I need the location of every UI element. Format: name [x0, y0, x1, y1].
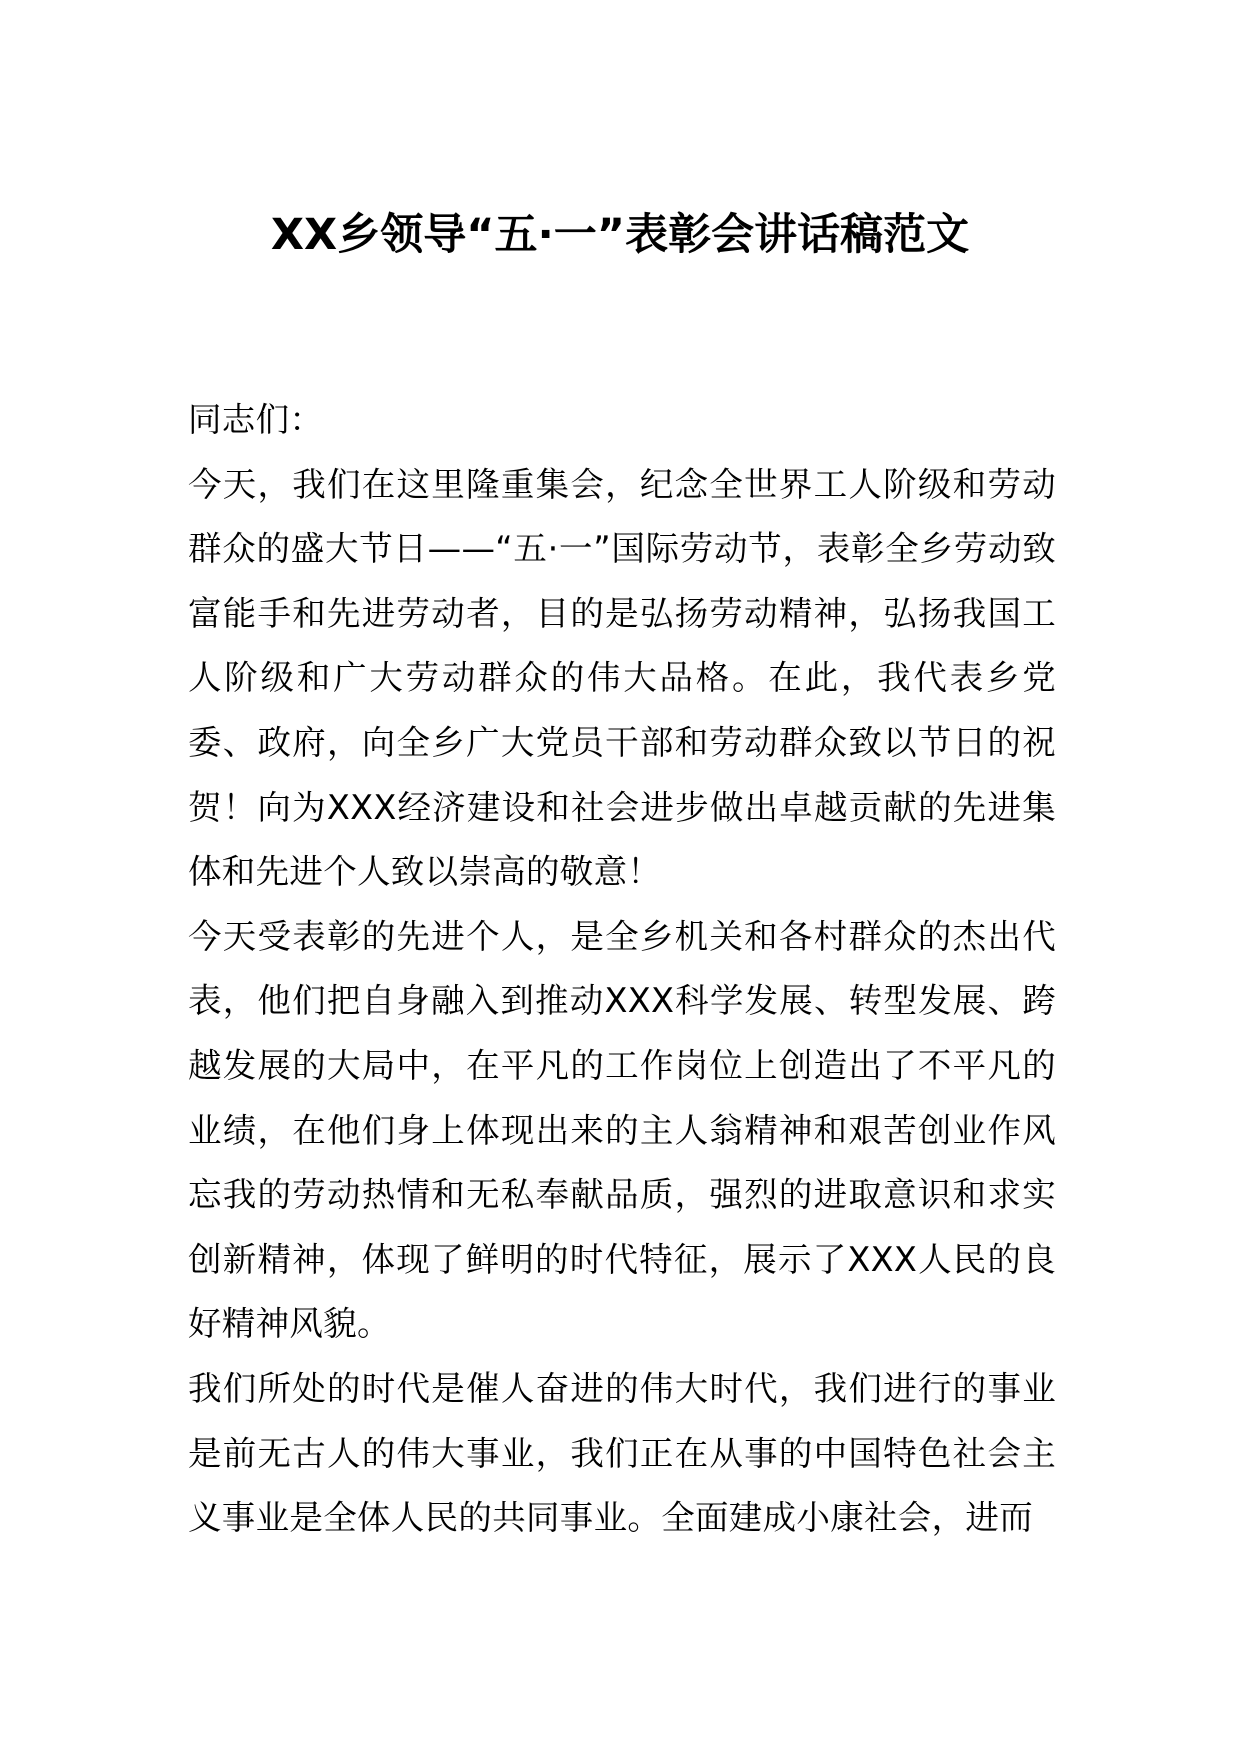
paragraph-3: 我们所处的时代是催人奋进的伟大时代，我们进行的事业是前无古人的伟大事业，我们正在从事的中国特色社会主义事业是全体人民的共同事业。全面建成小康社会，进而: [188, 1368, 1056, 1538]
paragraph-2: 今天受表彰的先进个人，是全乡机关和各村群众的杰出代表，他们把自身融入到推动XXX科学发展、转型发展、跨越发展的大局中，在平凡的工作岗位上创造出了不平凡的业绩，在他们身上体现出来的主人翁精神和艰苦创业作风忘我的劳动热情和无私奉献品质，强烈的进取意识和求实创新精神，体现了鲜明的时代特征，展示了XXX人民的良好精神风貌。: [188, 916, 1056, 1344]
salutation: 同志们：: [188, 400, 324, 439]
document-title: XX乡领导“五·一”表彰会讲话稿范文: [270, 210, 970, 260]
paragraph-1: 今天，我们在这里隆重集会，纪念全世界工人阶级和劳动群众的盛大节日——“五·一”国际劳动节，表彰全乡劳动致富能手和先进劳动者，目的是弘扬劳动精神，弘扬我国工人阶级和广大劳动群众的伟大品格。在此，我代表乡党委、政府，向全乡广大党员干部和劳动群众致以节日的祝贺！向为XXX经济建设和社会进步做出卓越贡献的先进集体和先进个人致以崇高的敬意！: [188, 464, 1056, 892]
document-body: [188, 388, 1056, 1551]
